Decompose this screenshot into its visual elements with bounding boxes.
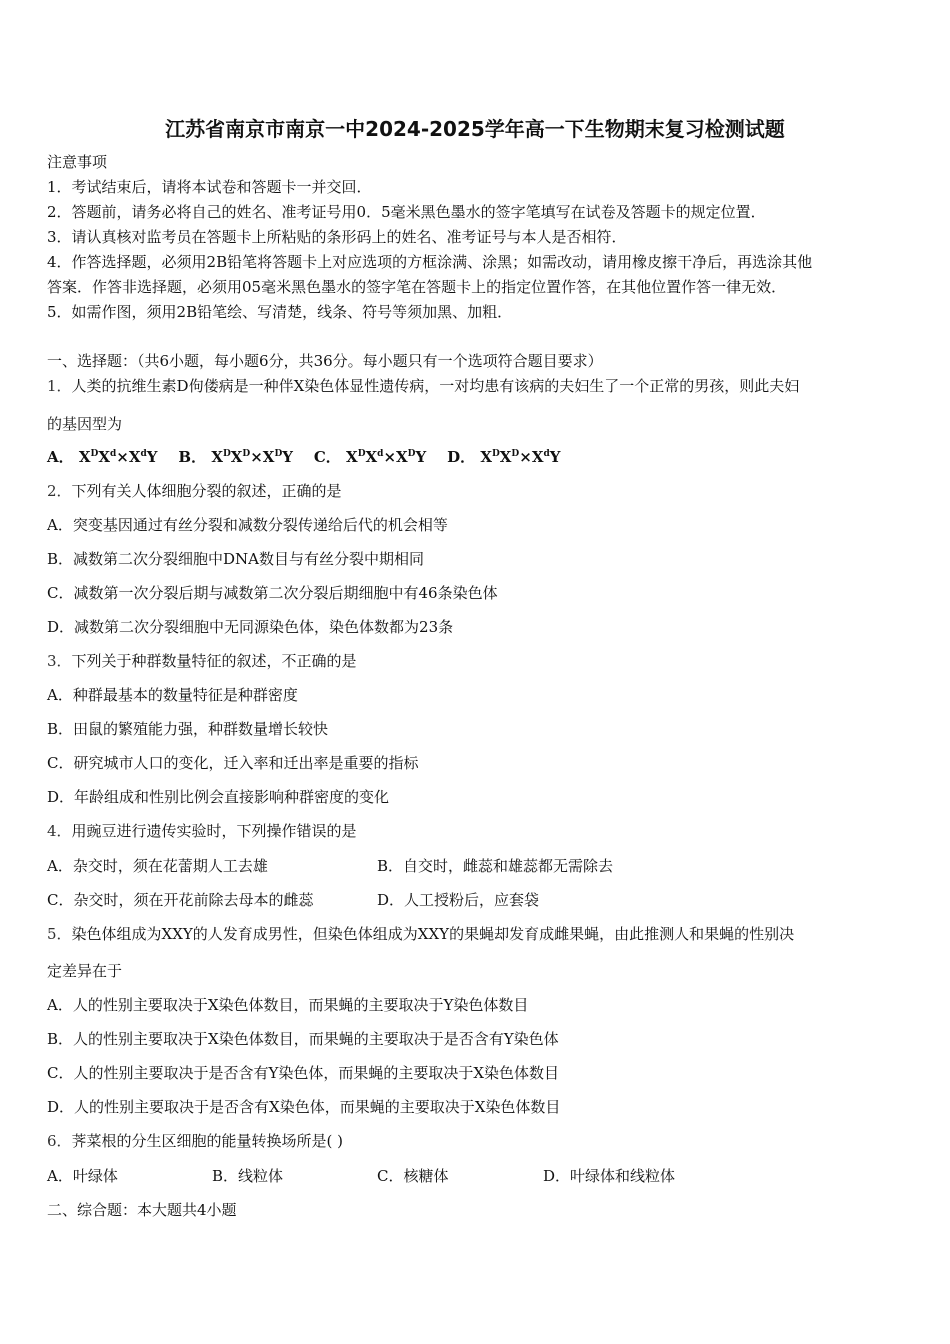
question-3-option-c: C．研究城市人口的变化，迁入率和迁出率是重要的指标 xyxy=(47,754,419,772)
question-number: 5． xyxy=(47,925,72,943)
notice-heading: 注意事项 xyxy=(47,153,108,171)
question-number: 4． xyxy=(47,822,72,840)
section-1-heading: 一、选择题：（共6小题，每小题6分，共36分。每小题只有一个选项符合题目要求） xyxy=(47,352,603,370)
question-5-option-b: B．人的性别主要取决于X染色体数目，而果蝇的主要取决于是否含有Y染色体 xyxy=(47,1030,559,1048)
question-text: 下列关于种群数量特征的叙述，不正确的是 xyxy=(71,652,357,670)
question-6-option-c: C．核糖体 xyxy=(377,1167,449,1185)
question-4-option-b: B．自交时，雌蕊和雄蕊都无需除去 xyxy=(377,857,614,875)
question-text: 下列有关人体细胞分裂的叙述，正确的是 xyxy=(71,482,342,500)
notice-item-2: 2．答题前，请务必将自己的姓名、准考证号用0．5毫米黑色墨水的签字笔填写在试卷及答题卡的规定位置． xyxy=(47,203,766,221)
notice-item-4: 4．作答选择题，必须用2B铅笔将答题卡上对应选项的方框涂满、涂黑；如需改动，请用橡皮擦干净后，再选涂其他 xyxy=(47,253,813,271)
question-2-option-a: A．突变基因通过有丝分裂和减数分裂传递给后代的机会相等 xyxy=(47,516,448,534)
question-6-option-b: B．线粒体 xyxy=(212,1167,284,1185)
question-text: 染色体组成为XXY的人发育成男性，但染色体组成为XXY的果蝇却发育成雌果蝇，由此推测人和果蝇的性别决 xyxy=(71,925,795,943)
notice-item-4-cont: 答案．作答非选择题，必须用05毫米黑色墨水的签字笔在答题卡上的指定位置作答，在其他位置作答一律无效． xyxy=(47,278,787,296)
notice-item-3: 3．请认真核对监考员在答题卡上所粘贴的条形码上的姓名、准考证号与本人是否相符． xyxy=(47,228,627,246)
question-5-stem xyxy=(47,924,794,944)
question-5-option-a: A．人的性别主要取决于X染色体数目，而果蝇的主要取决于Y染色体数目 xyxy=(47,996,529,1014)
question-2-option-d: D．减数第二次分裂细胞中无同源染色体，染色体数都为23条 xyxy=(47,618,454,636)
option-c: C． $X^DX^d\times X^DY$ xyxy=(313,448,427,466)
question-4-stem xyxy=(47,821,357,841)
question-4-option-a: A．杂交时，须在花蕾期人工去雄 xyxy=(47,857,268,875)
question-3-option-d: D．年龄组成和性别比例会直接影响种群密度的变化 xyxy=(47,788,390,806)
option-a: A． $X^DX^d\times X^dY$ xyxy=(47,448,158,466)
question-4-option-c: C．杂交时，须在开花前除去母本的雌蕊 xyxy=(47,891,314,909)
notice-item-1: 1．考试结束后，请将本试卷和答题卡一并交回． xyxy=(47,178,372,196)
question-3-option-a: A．种群最基本的数量特征是种群密度 xyxy=(47,686,298,704)
question-number: 2． xyxy=(47,482,72,500)
question-4-option-d: D．人工授粉后，应套袋 xyxy=(377,891,540,909)
question-3-option-b: B．田鼠的繁殖能力强，种群数量增长较快 xyxy=(47,720,329,738)
question-2-option-b: B．减数第二次分裂细胞中DNA数目与有丝分裂中期相同 xyxy=(47,550,425,568)
question-1-stem-cont: 的基因型为 xyxy=(47,415,123,433)
question-5-option-c: C．人的性别主要取决于是否含有Y染色体，而果蝇的主要取决于X染色体数目 xyxy=(47,1064,560,1082)
notice-item-5: 5．如需作图，须用2B铅笔绘、写清楚，线条、符号等须加黑、加粗． xyxy=(47,303,513,321)
option-d: D． $X^DX^D\times X^dY$ xyxy=(447,448,561,466)
question-3-stem xyxy=(47,651,357,671)
question-number: 6． xyxy=(47,1132,72,1150)
question-6-stem xyxy=(47,1131,343,1151)
question-number: 1． xyxy=(47,377,72,395)
question-1-stem xyxy=(47,376,799,396)
question-text: 用豌豆进行遗传实验时，下列操作错误的是 xyxy=(71,822,357,840)
question-6-option-d: D．叶绿体和线粒体 xyxy=(543,1167,676,1185)
question-2-stem xyxy=(47,481,342,501)
question-2-option-c: C．减数第一次分裂后期与减数第二次分裂后期细胞中有46条染色体 xyxy=(47,584,498,602)
option-b: B． $X^DX^D\times X^DY$ xyxy=(178,448,293,466)
question-text: 荠菜根的分生区细胞的能量转换场所是( ) xyxy=(71,1132,344,1150)
question-6-option-a: A．叶绿体 xyxy=(47,1167,118,1185)
question-text: 人类的抗维生素D佝偻病是一种伴X染色体显性遗传病，一对均患有该病的夫妇生了一个正常的男孩，则此夫妇 xyxy=(71,377,800,395)
question-number: 3． xyxy=(47,652,72,670)
section-2-heading: 二、综合题：本大题共4小题 xyxy=(47,1201,237,1219)
question-5-stem-cont: 定差异在于 xyxy=(47,962,123,980)
page-title: 江苏省南京市南京一中2024-2025学年高一下生物期末复习检测试题 xyxy=(165,117,785,141)
question-5-option-d: D．人的性别主要取决于是否含有X染色体，而果蝇的主要取决于X染色体数目 xyxy=(47,1098,561,1116)
question-1-options xyxy=(47,447,560,467)
